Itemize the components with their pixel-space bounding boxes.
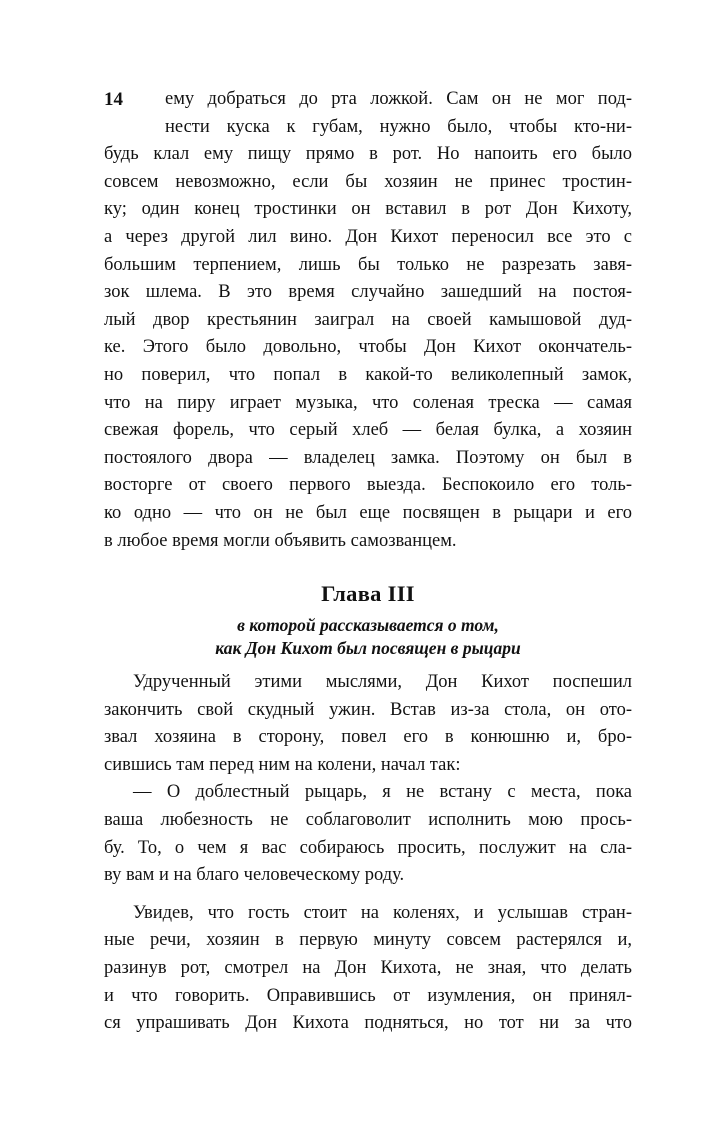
text-line: а через другой лил вино. Дон Кихот переносил все это с xyxy=(104,226,632,247)
text-line: и что говорить. Оправившись от изумления, он принял- xyxy=(104,985,632,1006)
text-line: но поверил, что попал в какой-то великолепный замок, xyxy=(104,364,632,385)
text-line: звал хозяина в сторону, повел его в конюшню и, бро- xyxy=(104,727,632,748)
text-line: сившись там перед ним на колени, начал так: xyxy=(104,754,461,775)
text-line: будь клал ему пищу прямо в рот. Но напоить его было xyxy=(104,144,632,165)
text-line: Удрученный этими мыслями, Дон Кихот поспешил xyxy=(133,672,632,693)
chapter-title: Глава III xyxy=(321,581,415,607)
text-line: нести куска к губам, нужно было, чтобы кто-ни- xyxy=(165,116,632,137)
text-line: ся упрашивать Дон Кихота подняться, но тот ни за что xyxy=(104,1013,632,1034)
text-line: зок шлема. В это время случайно зашедший на постоя- xyxy=(104,282,632,303)
text-line: большим терпением, лишь бы только не разрезать завя- xyxy=(104,254,632,275)
text-line: бу. То, о чем я вас собираюсь просить, послужит на сла- xyxy=(104,837,632,858)
text-line: — О доблестный рыцарь, я не встану с места, пока xyxy=(133,782,632,803)
text-line: ку; один конец тростинки он вставил в рот Дон Кихоту, xyxy=(104,199,632,220)
page-number: 14 xyxy=(104,89,123,110)
text-line: ваша любезность не соблаговолит исполнить мою прось- xyxy=(104,810,632,831)
intro-paragraph xyxy=(104,86,632,555)
text-line: как Дон Кихот был посвящен в рыцари xyxy=(215,638,521,659)
text-line: Увидев, что гость стоит на коленях, и услышав стран- xyxy=(133,902,632,923)
text-line: лый двор крестьянин заиграл на своей камышовой дуд- xyxy=(104,309,632,330)
text-line: разинув рот, смотрел на Дон Кихота, не зная, что делать xyxy=(104,958,632,979)
text-line: ке. Этого было довольно, чтобы Дон Кихот окончатель- xyxy=(104,337,632,358)
text-line: ву вам и на благо человеческому роду. xyxy=(104,865,405,886)
chapter-subtitle xyxy=(104,614,632,660)
text-line: ные речи, хозяин в первую минуту совсем растерялся и, xyxy=(104,930,632,951)
body-paragraph xyxy=(104,900,632,1038)
text-line: совсем невозможно, если бы хозяин не принес тростин- xyxy=(104,171,632,192)
text-block xyxy=(104,86,632,1038)
text-line: ему добраться до рта ложкой. Сам он не мог под- xyxy=(165,89,632,109)
text-line: восторге от своего первого выезда. Беспокоило его толь- xyxy=(104,475,632,496)
text-line: в любое время могли объявить самозванцем. xyxy=(104,530,457,551)
text-line: свежая форель, что серый хлеб — белая булка, а хозяин xyxy=(104,420,632,441)
text-line: постоялого двора — владелец замка. Поэтому он был в xyxy=(104,447,632,468)
body-paragraph xyxy=(104,669,632,779)
text-line: что на пиру играет музыка, что соленая треска — самая xyxy=(104,392,632,413)
body-paragraph-dialogue xyxy=(104,779,632,889)
text-line: в которой рассказывается о том, xyxy=(237,615,499,636)
text-line: закончить свой скудный ужин. Встав из-за стола, он ото- xyxy=(104,699,632,720)
text-line: ко одно — что он не был еще посвящен в рыцари и его xyxy=(104,502,632,523)
